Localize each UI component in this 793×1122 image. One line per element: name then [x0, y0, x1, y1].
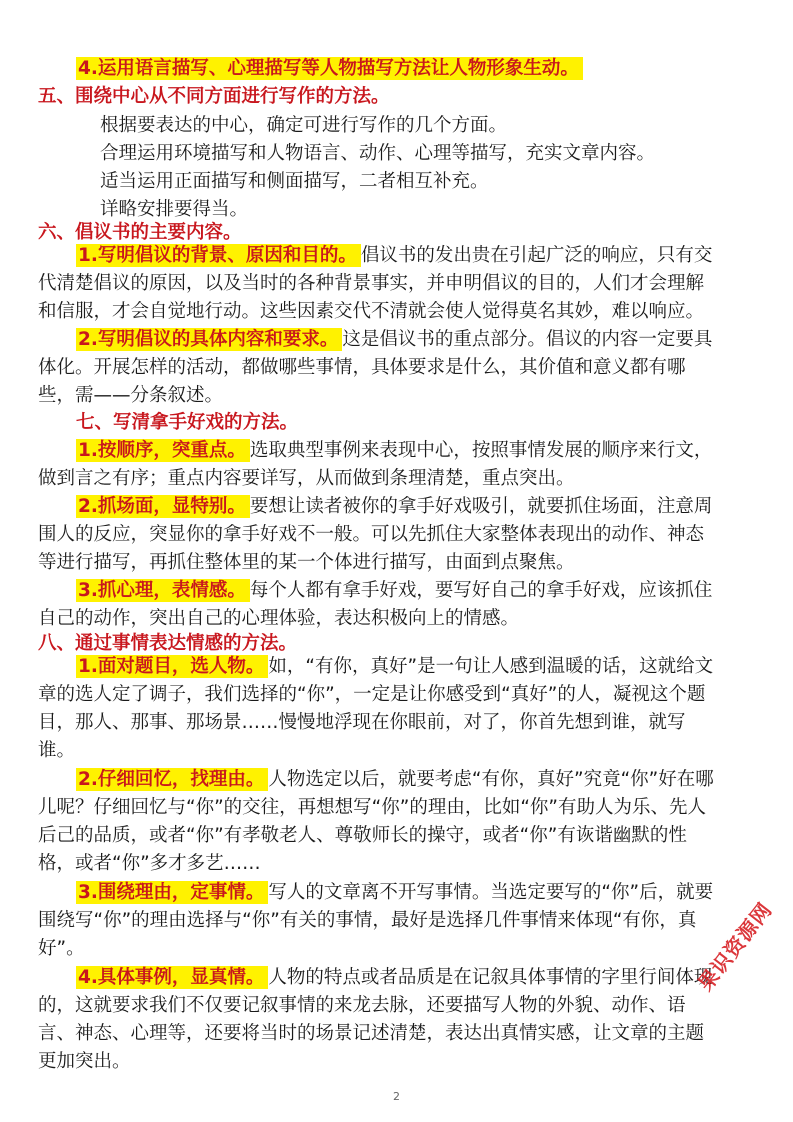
text-line	[76, 879, 793, 907]
body-text: 详略安排要得当。	[100, 199, 249, 220]
body-text: 人物选定以后，就要考虑“有你，真好”究竟“你”好在哪	[268, 769, 714, 790]
body-text: 这是倡议书的重点部分。倡议的内容一定要具	[342, 329, 713, 350]
text-line	[38, 992, 758, 1020]
body-text: 倡议书的发出贵在引起广泛的响应，只有交	[360, 245, 713, 266]
text-line	[38, 822, 758, 850]
section-heading-text: 五、围绕中心从不同方面进行写作的方法。	[38, 86, 390, 107]
highlighted-subheading: 1.按顺序，突重点。	[76, 439, 250, 462]
body-text: 等进行描写，再抓住整体里的某一个体进行描写，由面到点聚焦。	[38, 552, 575, 573]
text-line	[38, 681, 758, 709]
text-line	[38, 549, 758, 577]
body-text: 后己的品质，或者“你”有孝敬老人、尊敬师长的操守，或者“你”有诙谐幽默的性	[38, 825, 687, 846]
section-heading	[76, 409, 793, 437]
body-text: 代清楚倡议的原因，以及当时的各种背景事实，并申明倡议的目的，人们才会理解	[38, 273, 705, 294]
highlighted-subheading: 2.抓场面，显特别。	[76, 495, 250, 518]
highlighted-subheading: 2.写明倡议的具体内容和要求。	[76, 328, 342, 351]
highlighted-subheading: 4.运用语言描写、心理描写等人物描写方法让人物形象生动。	[76, 57, 583, 80]
text-line	[76, 326, 793, 354]
body-text: 选取典型事例来表现中心，按照事情发展的顺序来行文，	[249, 440, 713, 461]
text-line	[38, 354, 758, 382]
body-text: 体化。开展怎样的活动，都做哪些事情，具体要求是什么，其价值和意义都有哪	[38, 357, 686, 378]
section-heading-text: 六、倡议书的主要内容。	[38, 222, 242, 243]
body-text: 根据要表达的中心，确定可进行写作的几个方面。	[100, 115, 508, 136]
text-line	[76, 437, 793, 465]
body-text: 好”。	[38, 938, 85, 959]
highlighted-subheading: 1.写明倡议的背景、原因和目的。	[76, 244, 361, 267]
body-text: 目，那人、那事、那场景……慢慢地浮现在你眼前，对了，你首先想到谁，就写	[38, 712, 686, 733]
body-text: 适当运用正面描写和侧面描写，二者相互补充。	[100, 171, 489, 192]
text-line	[38, 1020, 758, 1048]
body-text: 言、神态、心理等，还要将当时的场景记述清楚，表达出真情实感，让文章的主题	[38, 1023, 705, 1044]
text-line	[38, 521, 758, 549]
text-line	[38, 737, 758, 765]
text-line	[38, 794, 758, 822]
highlighted-subheading: 1.面对题目，选人物。	[76, 655, 268, 678]
text-line	[38, 907, 758, 935]
body-text: 围绕写“你”的理由选择与“你”有关的事情，最好是选择几件事情来体现“有你，真	[38, 910, 697, 931]
highlighted-subheading: 3.围绕理由，定事情。	[76, 881, 268, 904]
text-line	[38, 709, 758, 737]
highlighted-subheading: 3.抓心理，表情感。	[76, 579, 250, 602]
highlighted-subheading: 4.具体事例，显真情。	[76, 966, 268, 989]
text-line	[38, 605, 758, 633]
text-line	[76, 242, 793, 270]
text-line	[100, 112, 793, 140]
body-text: 儿呢？仔细回忆与“你”的交往，再想想写“你”的理由，比如“你”有助人为乐、先人	[38, 797, 707, 818]
text-line	[76, 55, 793, 83]
body-text: 更加突出。	[38, 1051, 131, 1072]
text-line	[76, 653, 793, 681]
text-line	[38, 1048, 758, 1076]
text-line	[38, 298, 758, 326]
text-line	[76, 964, 793, 992]
body-text: 的，这就要求我们不仅要记叙事情的来龙去脉，还要描写人物的外貌、动作、语	[38, 995, 686, 1016]
text-line	[38, 935, 758, 963]
body-text: 和信服，才会自觉地行动。这些因素交代不清就会使人觉得莫名其妙，难以响应。	[38, 301, 705, 322]
body-text: 每个人都有拿手好戏，要写好自己的拿手好戏，应该抓住	[249, 580, 713, 601]
body-text: 围人的反应，突显你的拿手好戏不一般。可以先抓住大家整体表现出的动作、神态	[38, 524, 705, 545]
text-line	[38, 270, 758, 298]
text-line	[38, 465, 758, 493]
text-line	[76, 493, 793, 521]
body-text: 做到言之有序；重点内容要详写，从而做到条理清楚，重点突出。	[38, 468, 575, 489]
body-text: 写人的文章离不开写事情。当选定要写的“你”后，就要	[268, 882, 714, 903]
text-line	[76, 577, 793, 605]
body-text: 如，“有你，真好”是一句让人感到温暖的话，这就给文	[268, 656, 714, 677]
text-line	[76, 766, 793, 794]
text-line	[100, 168, 793, 196]
body-text: 要想让读者被你的拿手好戏吸引，就要抓住场面，注意周	[249, 496, 713, 517]
text-line	[38, 382, 758, 410]
body-text: 些，需——分条叙述。	[38, 385, 224, 406]
text-line	[38, 850, 758, 878]
body-text: 自己的动作，突出自己的心理体验，表达积极向上的情感。	[38, 608, 520, 629]
body-text: 谁。	[38, 740, 76, 761]
body-text: 章的选人定了调子，我们选择的“你”，一定是让你感受到“真好”的人，凝视这个题	[38, 684, 706, 705]
section-heading	[38, 83, 758, 111]
body-text: 合理运用环境描写和人物语言、动作、心理等描写，充实文章内容。	[100, 143, 656, 164]
section-heading-text: 八、通过事情表达情感的方法。	[38, 633, 298, 654]
highlighted-subheading: 2.仔细回忆，找理由。	[76, 768, 268, 791]
text-line	[100, 140, 793, 168]
page-number: 2	[393, 1090, 400, 1103]
body-text: 人物的特点或者品质是在记叙具体事情的字里行间体现	[268, 967, 713, 988]
body-text: 格，或者“你”多才多艺……	[38, 853, 261, 874]
section-heading-text: 七、写清拿手好戏的方法。	[76, 412, 299, 433]
watermark: 果识资源网	[693, 897, 777, 996]
